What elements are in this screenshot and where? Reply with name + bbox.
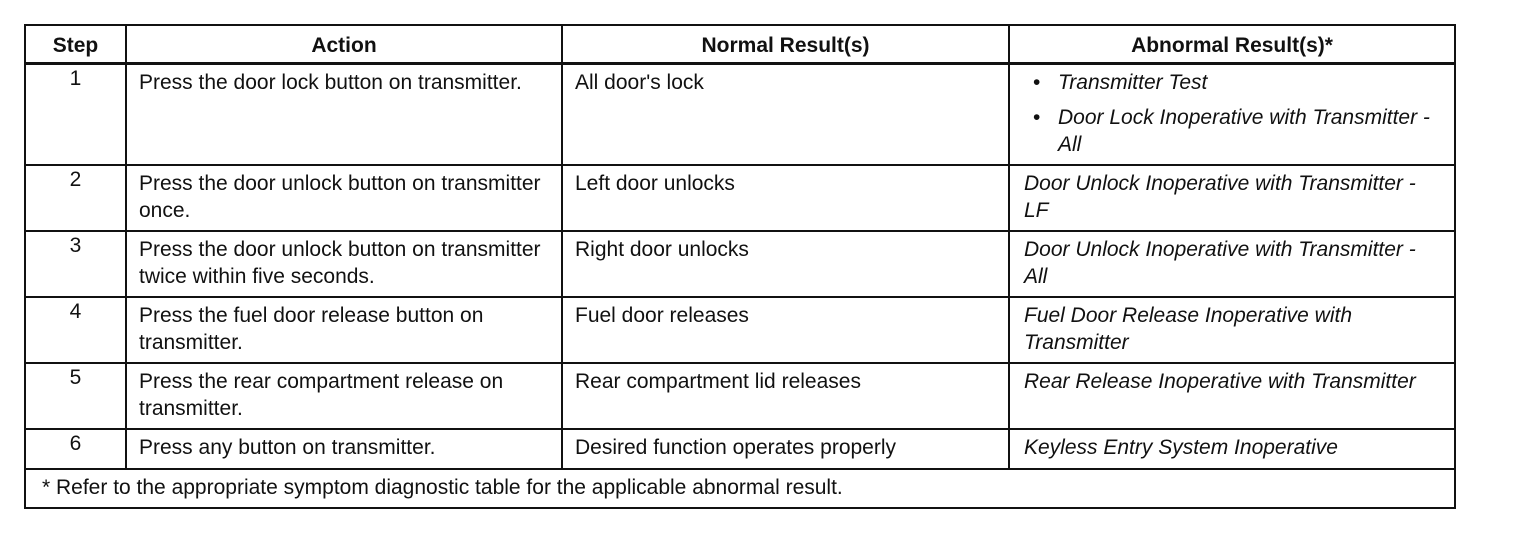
footnote-row [25,469,1455,508]
header-abnormal-results: Abnormal Result(s)* [1009,25,1455,64]
action-cell: Press any button on transmitter. [126,429,562,469]
normal-result-cell: Right door unlocks [562,231,1009,297]
abnormal-result-cell: Door Unlock Inoperative with Transmitter - All [1009,231,1455,297]
normal-result-cell: Rear compartment lid releases [562,363,1009,429]
step-number: 2 [25,165,126,231]
abnormal-result-cell: Keyless Entry System Inoperative [1009,429,1455,469]
header-step: Step [25,25,126,64]
abnormal-result-link: Door Lock Inoperative with Transmitter - All [1058,106,1430,156]
abnormal-result-cell: Fuel Door Release Inoperative with Transmitter [1009,297,1455,363]
step-number: 3 [25,231,126,297]
bullet-icon: • [1033,106,1041,129]
header-action: Action [126,25,562,64]
header-normal-results: Normal Result(s) [562,25,1009,64]
step-number: 4 [25,297,126,363]
header-row [25,25,1455,64]
table-row [25,297,1455,363]
table-row [25,64,1455,166]
action-cell: Press the door unlock button on transmitter once. [126,165,562,231]
action-cell: Press the rear compartment release on transmitter. [126,363,562,429]
footnote: * Refer to the appropriate symptom diagnostic table for the applicable abnormal result. [25,469,1455,508]
step-number: 1 [25,64,126,166]
table-row [25,231,1455,297]
table-row [25,363,1455,429]
step-number: 6 [25,429,126,469]
step-number: 5 [25,363,126,429]
action-cell: Press the door lock button on transmitter. [126,64,562,166]
diagnostic-table [24,24,1456,509]
normal-result-cell: Desired function operates properly [562,429,1009,469]
normal-result-cell: Left door unlocks [562,165,1009,231]
normal-result-cell: All door's lock [562,64,1009,166]
bullet-icon: • [1033,71,1041,94]
list-item [1024,104,1440,158]
normal-result-cell: Fuel door releases [562,297,1009,363]
table-row [25,429,1455,469]
abnormal-result-cell: Rear Release Inoperative with Transmitter [1009,363,1455,429]
action-cell: Press the door unlock button on transmitter twice within five seconds. [126,231,562,297]
abnormal-result-cell [1009,64,1455,166]
list-item [1024,69,1440,96]
abnormal-result-link: Transmitter Test [1058,71,1208,94]
abnormal-result-cell: Door Unlock Inoperative with Transmitter - LF [1009,165,1455,231]
action-cell: Press the fuel door release button on transmitter. [126,297,562,363]
abnormal-result-list [1024,69,1440,158]
table-row [25,165,1455,231]
